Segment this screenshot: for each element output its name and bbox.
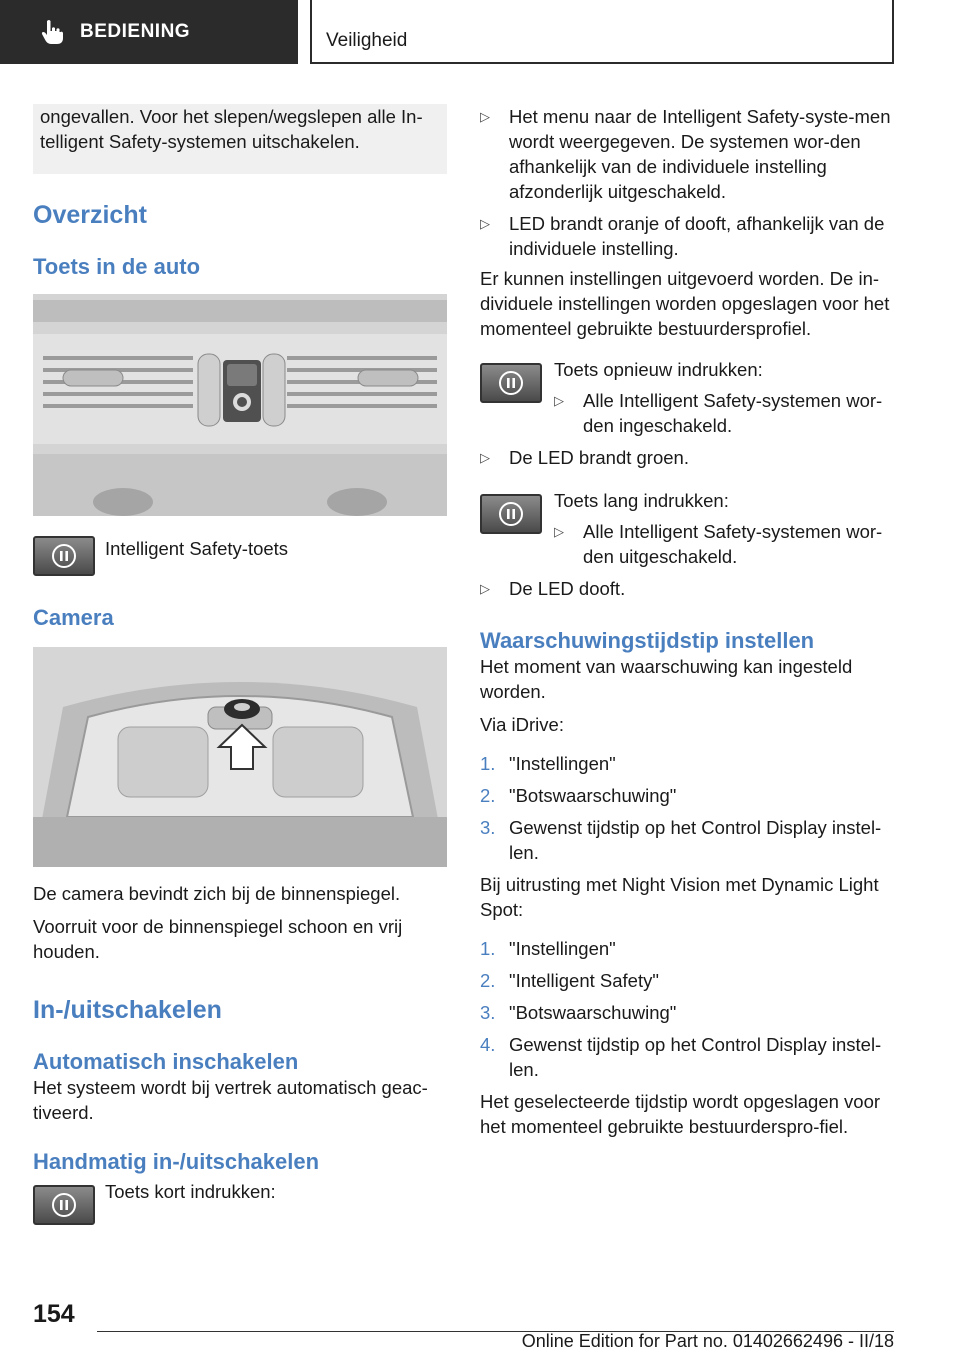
right-column [480, 104, 894, 1139]
bullet-text-4: De LED dooft. [509, 578, 626, 599]
safety-symbol-icon [498, 370, 524, 396]
list-number: 1. [480, 938, 496, 959]
final-paragraph: Het geselecteerde tijdstip wordt opgeslagen voor het momenteel gebruikte bestuurderspro-fiel. [480, 1091, 881, 1137]
bullet-text-3: De LED brandt groen. [509, 447, 689, 468]
page-number: 154 [33, 1300, 75, 1328]
camera-p1: De camera bevindt zich bij de binnenspiegel. [33, 883, 401, 904]
list-number: 2. [480, 785, 496, 806]
list-item [480, 936, 894, 961]
list-text: "Instellingen" [509, 753, 616, 774]
camera-p2: Voorruit voor de binnenspiegel schoon en vrij houden. [33, 916, 403, 962]
triangle-bullet-icon: ▷ [480, 450, 490, 465]
dashboard-illustration-svg [33, 294, 447, 516]
key-long-bullet: Alle Intelligent Safety-systemen wor-den uitgeschakeld. [583, 521, 883, 567]
intelligent-safety-key-icon [33, 536, 95, 576]
safety-symbol-icon [51, 1192, 77, 1218]
key-caption: Intelligent Safety-toets [105, 538, 289, 559]
bullet-text-2: LED brandt oranje of dooft, afhankelijk van de individuele instelling. [509, 213, 885, 259]
header-section-tab [0, 0, 298, 64]
triangle-bullet-icon: ▷ [480, 109, 490, 124]
bullet-item [480, 104, 894, 204]
left-column [33, 104, 447, 1225]
header-chapter-title: Veiligheid [326, 30, 408, 51]
list-text: "Intelligent Safety" [509, 970, 659, 991]
note-text: ongevallen. Voor het slepen/wegslepen alle In-telligent Safety-systemen uitschakelen. [40, 106, 423, 152]
heading-overzicht: Overzicht [33, 201, 147, 229]
list-number: 4. [480, 1034, 496, 1055]
intelligent-safety-key-icon [480, 363, 542, 403]
list-text: Gewenst tijdstip op het Control Display instel-len. [509, 817, 882, 863]
camera-illustration [33, 647, 447, 867]
settings-paragraph: Er kunnen instellingen uitgevoerd worden. De in-dividuele instellingen worden opgeslagen voor het momenteel gebruikte bestuurdersprofiel. [480, 268, 890, 339]
hand-key-row [33, 1179, 447, 1225]
bullet-item [480, 211, 894, 261]
heading-camera: Camera [33, 605, 114, 630]
header-chapter-frame [310, 0, 894, 64]
list-text: "Botswaarschuwing" [509, 785, 677, 806]
dashboard-button-illustration [33, 294, 447, 516]
auto-paragraph: Het systeem wordt bij vertrek automatisch geac-tiveerd. [33, 1077, 428, 1123]
bullet-item [480, 445, 894, 470]
key-caption-row [33, 536, 447, 576]
bullet-text-1: Het menu naar de Intelligent Safety-syste-men wordt weergegeven. De systemen wor-den afhankelijk van de individuele instelling afzonderlijk uitgeschakeld. [509, 106, 891, 202]
bullet-item [480, 576, 894, 601]
list-item [480, 968, 894, 993]
list-number: 2. [480, 970, 496, 991]
numbered-list-2 [480, 936, 894, 1082]
key-again-text: Toets opnieuw indrukken: [554, 359, 763, 380]
triangle-bullet-icon: ▷ [480, 216, 490, 231]
list-number: 3. [480, 817, 496, 838]
list-item [480, 751, 894, 776]
key-again-bullet: Alle Intelligent Safety-systemen wor-den ingeschakeld. [583, 390, 883, 436]
list-text: Gewenst tijdstip op het Control Display instel-len. [509, 1034, 882, 1080]
key-long-row [480, 488, 894, 569]
safety-symbol-icon [498, 501, 524, 527]
list-item [480, 815, 894, 865]
list-number: 1. [480, 753, 496, 774]
footer-edition: Online Edition for Part no. 01402662496 - II/18 [521, 1331, 894, 1351]
key-long-block [554, 488, 894, 569]
key-again-row [480, 357, 894, 438]
bullet-item [554, 519, 894, 569]
triangle-bullet-icon: ▷ [554, 393, 564, 408]
heading-auto: Automatisch inschakelen [33, 1049, 299, 1074]
safety-symbol-icon [51, 543, 77, 569]
heading-toets: Toets in de auto [33, 254, 201, 279]
hand-key-text: Toets kort indrukken: [105, 1181, 276, 1202]
header-section-title: BEDIENING [80, 21, 191, 42]
heading-inuit: In-/uitschakelen [33, 996, 222, 1024]
list-number: 3. [480, 1002, 496, 1023]
key-again-block [554, 357, 894, 438]
camera-illustration-svg [33, 647, 447, 867]
list-text: "Botswaarschuwing" [509, 1002, 677, 1023]
warn-paragraph: Het moment van waarschuwing kan ingesteld worden. [480, 656, 853, 702]
numbered-list-1 [480, 751, 894, 865]
triangle-bullet-icon: ▷ [480, 581, 490, 596]
bullet-item [554, 388, 894, 438]
triangle-bullet-icon: ▷ [554, 524, 564, 539]
note-box [33, 104, 447, 174]
heading-warn: Waarschuwingstijdstip instellen [480, 628, 815, 653]
night-vision-paragraph: Bij uitrusting met Night Vision met Dynamic Light Spot: [480, 874, 879, 920]
intelligent-safety-key-icon [480, 494, 542, 534]
key-long-text: Toets lang indrukken: [554, 490, 729, 511]
intelligent-safety-key-icon [33, 1185, 95, 1225]
list-text: "Instellingen" [509, 938, 616, 959]
heading-hand: Handmatig in-/uitschakelen [33, 1149, 320, 1174]
list-item [480, 783, 894, 808]
list-item [480, 1000, 894, 1025]
list-item [480, 1032, 894, 1082]
pointing-hand-icon [38, 18, 66, 46]
via-idrive: Via iDrive: [480, 714, 564, 735]
